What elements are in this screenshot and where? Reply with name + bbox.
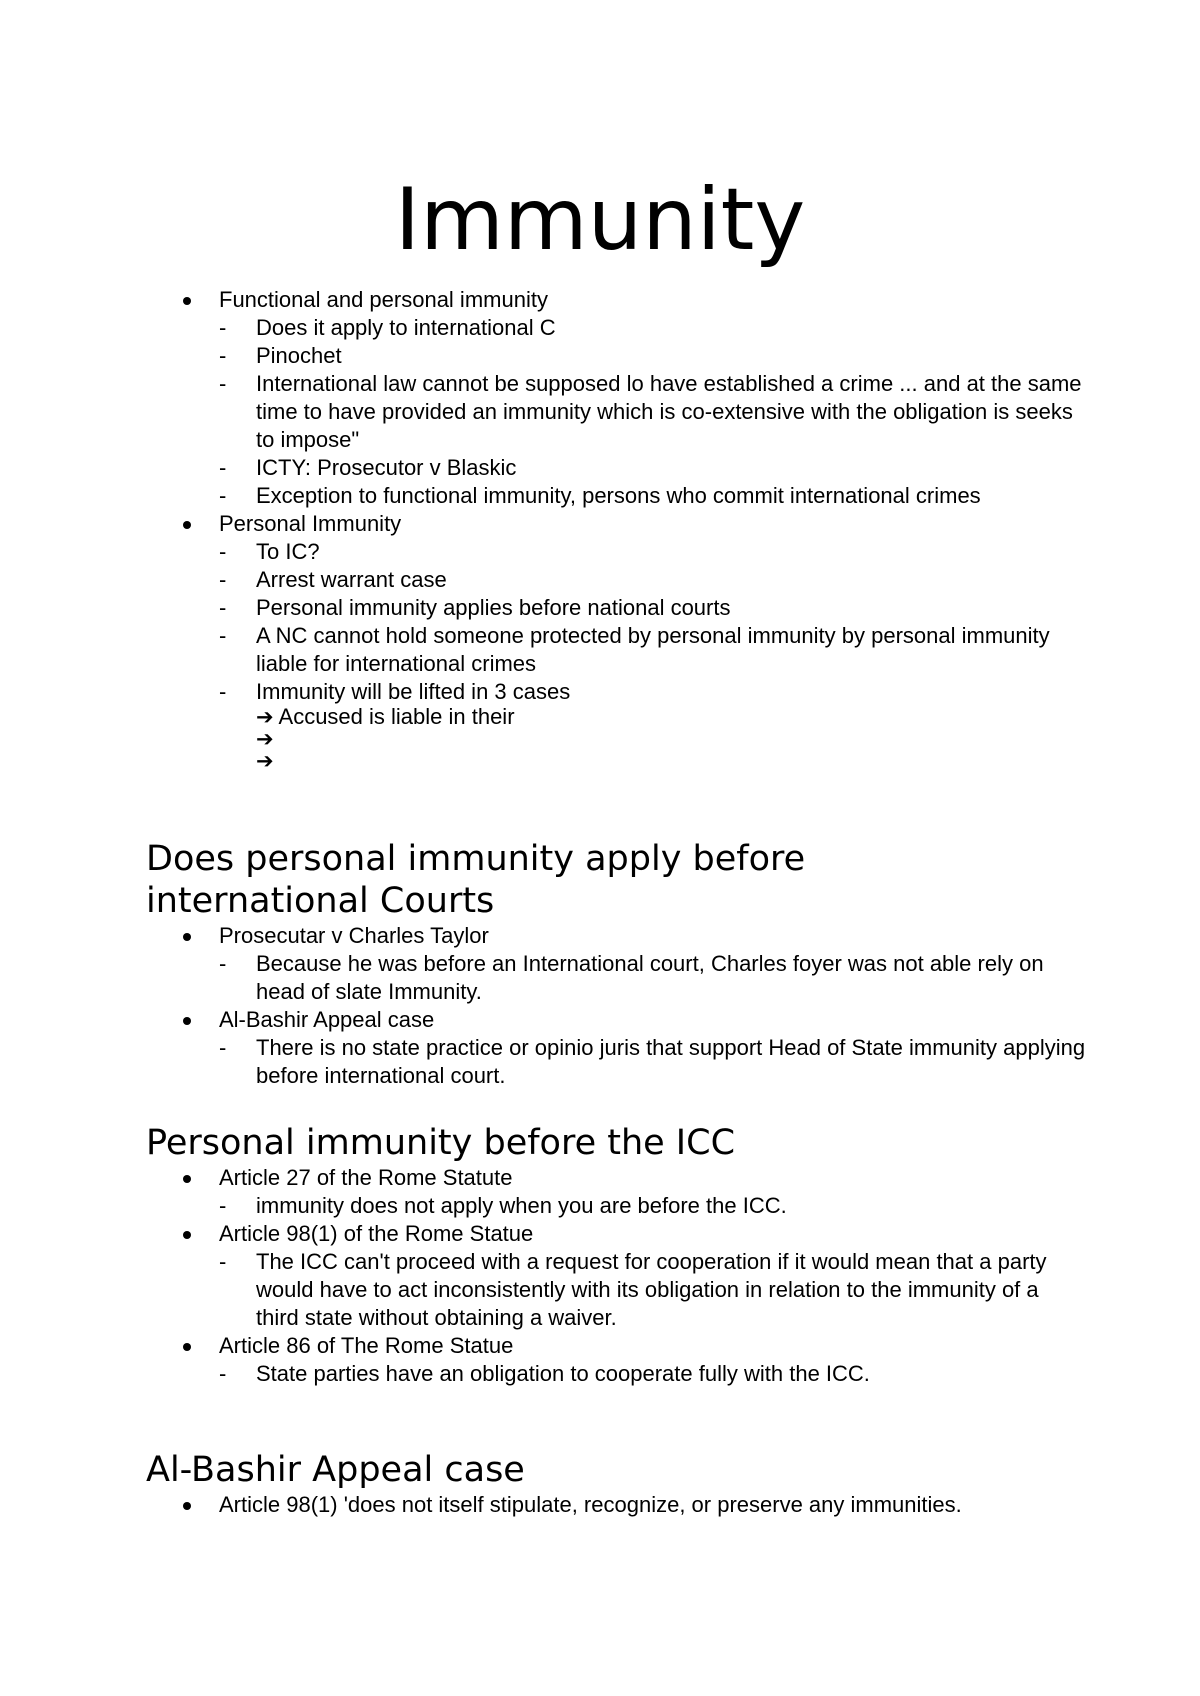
intro-section [146, 286, 1086, 772]
arrow-item [256, 750, 1086, 772]
list-item [146, 922, 1086, 1006]
list-item [146, 1164, 1086, 1220]
sub-item: - ICTY: Prosecutor v Blaskic [219, 455, 517, 480]
bullet-label: Article 98(1) 'does not itself stipulate, recognize, or preserve any immunities. [219, 1492, 962, 1517]
arrow-list [219, 706, 1086, 772]
sub-item: - The ICC can't proceed with a request for cooperation if it would mean that a party would have to act inconsistently with its obligation in relation to the immunity of a third state without obtaining a waiver. [219, 1249, 1047, 1330]
sub-list [219, 538, 1086, 706]
bullet-icon [183, 297, 191, 305]
document-title: Immunity [394, 170, 806, 270]
arrow-right-icon: ➔ [256, 705, 274, 729]
dash-icon: - [219, 1035, 227, 1060]
sub-item: - There is no state practice or opinio juris that support Head of State immunity applying before international court. [219, 1035, 1086, 1088]
sub-item: - Arrest warrant case [219, 567, 447, 592]
bullet-icon [183, 1175, 191, 1183]
sub-item: - Immunity will be lifted in 3 cases [219, 679, 571, 704]
dash-icon: - [219, 623, 227, 648]
list-item [146, 510, 1086, 772]
list-item [146, 1491, 1086, 1519]
dash-icon: - [219, 483, 227, 508]
sub-item: - immunity does not apply when you are before the ICC. [219, 1193, 787, 1218]
bullet-icon [183, 1343, 191, 1351]
bullet-icon [183, 1231, 191, 1239]
arrow-item [256, 728, 1086, 750]
icc-section [146, 1122, 1086, 1388]
sub-item: - Exception to functional immunity, persons who commit international crimes [219, 483, 981, 508]
sub-item: - Because he was before an International court, Charles foyer was not able rely on head of slate Immunity. [219, 951, 1044, 1004]
albashir-list [146, 1491, 1086, 1519]
sub-item: - Pinochet [219, 343, 342, 368]
icc-list [146, 1164, 1086, 1388]
bullet-label: Al-Bashir Appeal case [219, 1007, 435, 1032]
dash-icon: - [219, 951, 227, 976]
sub-item: - A NC cannot hold someone protected by personal immunity by personal immunity liable for international crimes [219, 623, 1050, 676]
bullet-label: Prosecutar v Charles Taylor [219, 923, 489, 948]
section-heading: Al-Bashir Appeal case [146, 1450, 525, 1490]
section-heading: Personal immunity before the ICC [146, 1123, 736, 1163]
list-item [146, 286, 1086, 510]
dash-icon: - [219, 539, 227, 564]
sub-item: - State parties have an obligation to cooperate fully with the ICC. [219, 1361, 870, 1386]
bullet-label: Article 86 of The Rome Statue [219, 1333, 514, 1358]
sub-item: - To IC? [219, 539, 320, 564]
sub-item: - Does it apply to international C [219, 315, 556, 340]
international-courts-section [146, 838, 1086, 1090]
dash-icon: - [219, 371, 227, 396]
international-list [146, 922, 1086, 1090]
dash-icon: - [219, 343, 227, 368]
bullet-icon [183, 1502, 191, 1510]
bullet-label: Functional and personal immunity [219, 287, 548, 312]
dash-icon: - [219, 595, 227, 620]
list-item [146, 1220, 1086, 1332]
dash-icon: - [219, 1249, 227, 1274]
dash-icon: - [219, 679, 227, 704]
sub-list [219, 314, 1086, 510]
sub-list [219, 1034, 1086, 1090]
section-heading: Does personal immunity apply before international Courts [146, 839, 806, 921]
bullet-label: Personal Immunity [219, 511, 402, 536]
sub-list [219, 1360, 1086, 1388]
sub-item: - International law cannot be supposed lo have established a crime ... and at the same time to have provided an immunity which is co-extensive with the obligation is seeks to impose" [219, 371, 1082, 452]
bullet-icon [183, 521, 191, 529]
arrow-item: ➔ Accused is liable in their [256, 704, 515, 729]
intro-list [146, 286, 1086, 772]
dash-icon: - [219, 315, 227, 340]
albashir-section [146, 1449, 1086, 1519]
bullet-label: Article 27 of the Rome Statute [219, 1165, 513, 1190]
arrow-right-icon: ➔ [256, 727, 274, 751]
dash-icon: - [219, 567, 227, 592]
sub-list [219, 1192, 1086, 1220]
list-item [146, 1006, 1086, 1090]
bullet-icon [183, 1017, 191, 1025]
bullet-icon [183, 933, 191, 941]
list-item [146, 1332, 1086, 1388]
sub-list [219, 950, 1086, 1006]
dash-icon: - [219, 1361, 227, 1386]
dash-icon: - [219, 455, 227, 480]
sub-list [219, 1248, 1086, 1332]
sub-item: - Personal immunity applies before national courts [219, 595, 731, 620]
dash-icon: - [219, 1193, 227, 1218]
bullet-label: Article 98(1) of the Rome Statue [219, 1221, 534, 1246]
arrow-right-icon: ➔ [256, 749, 274, 773]
